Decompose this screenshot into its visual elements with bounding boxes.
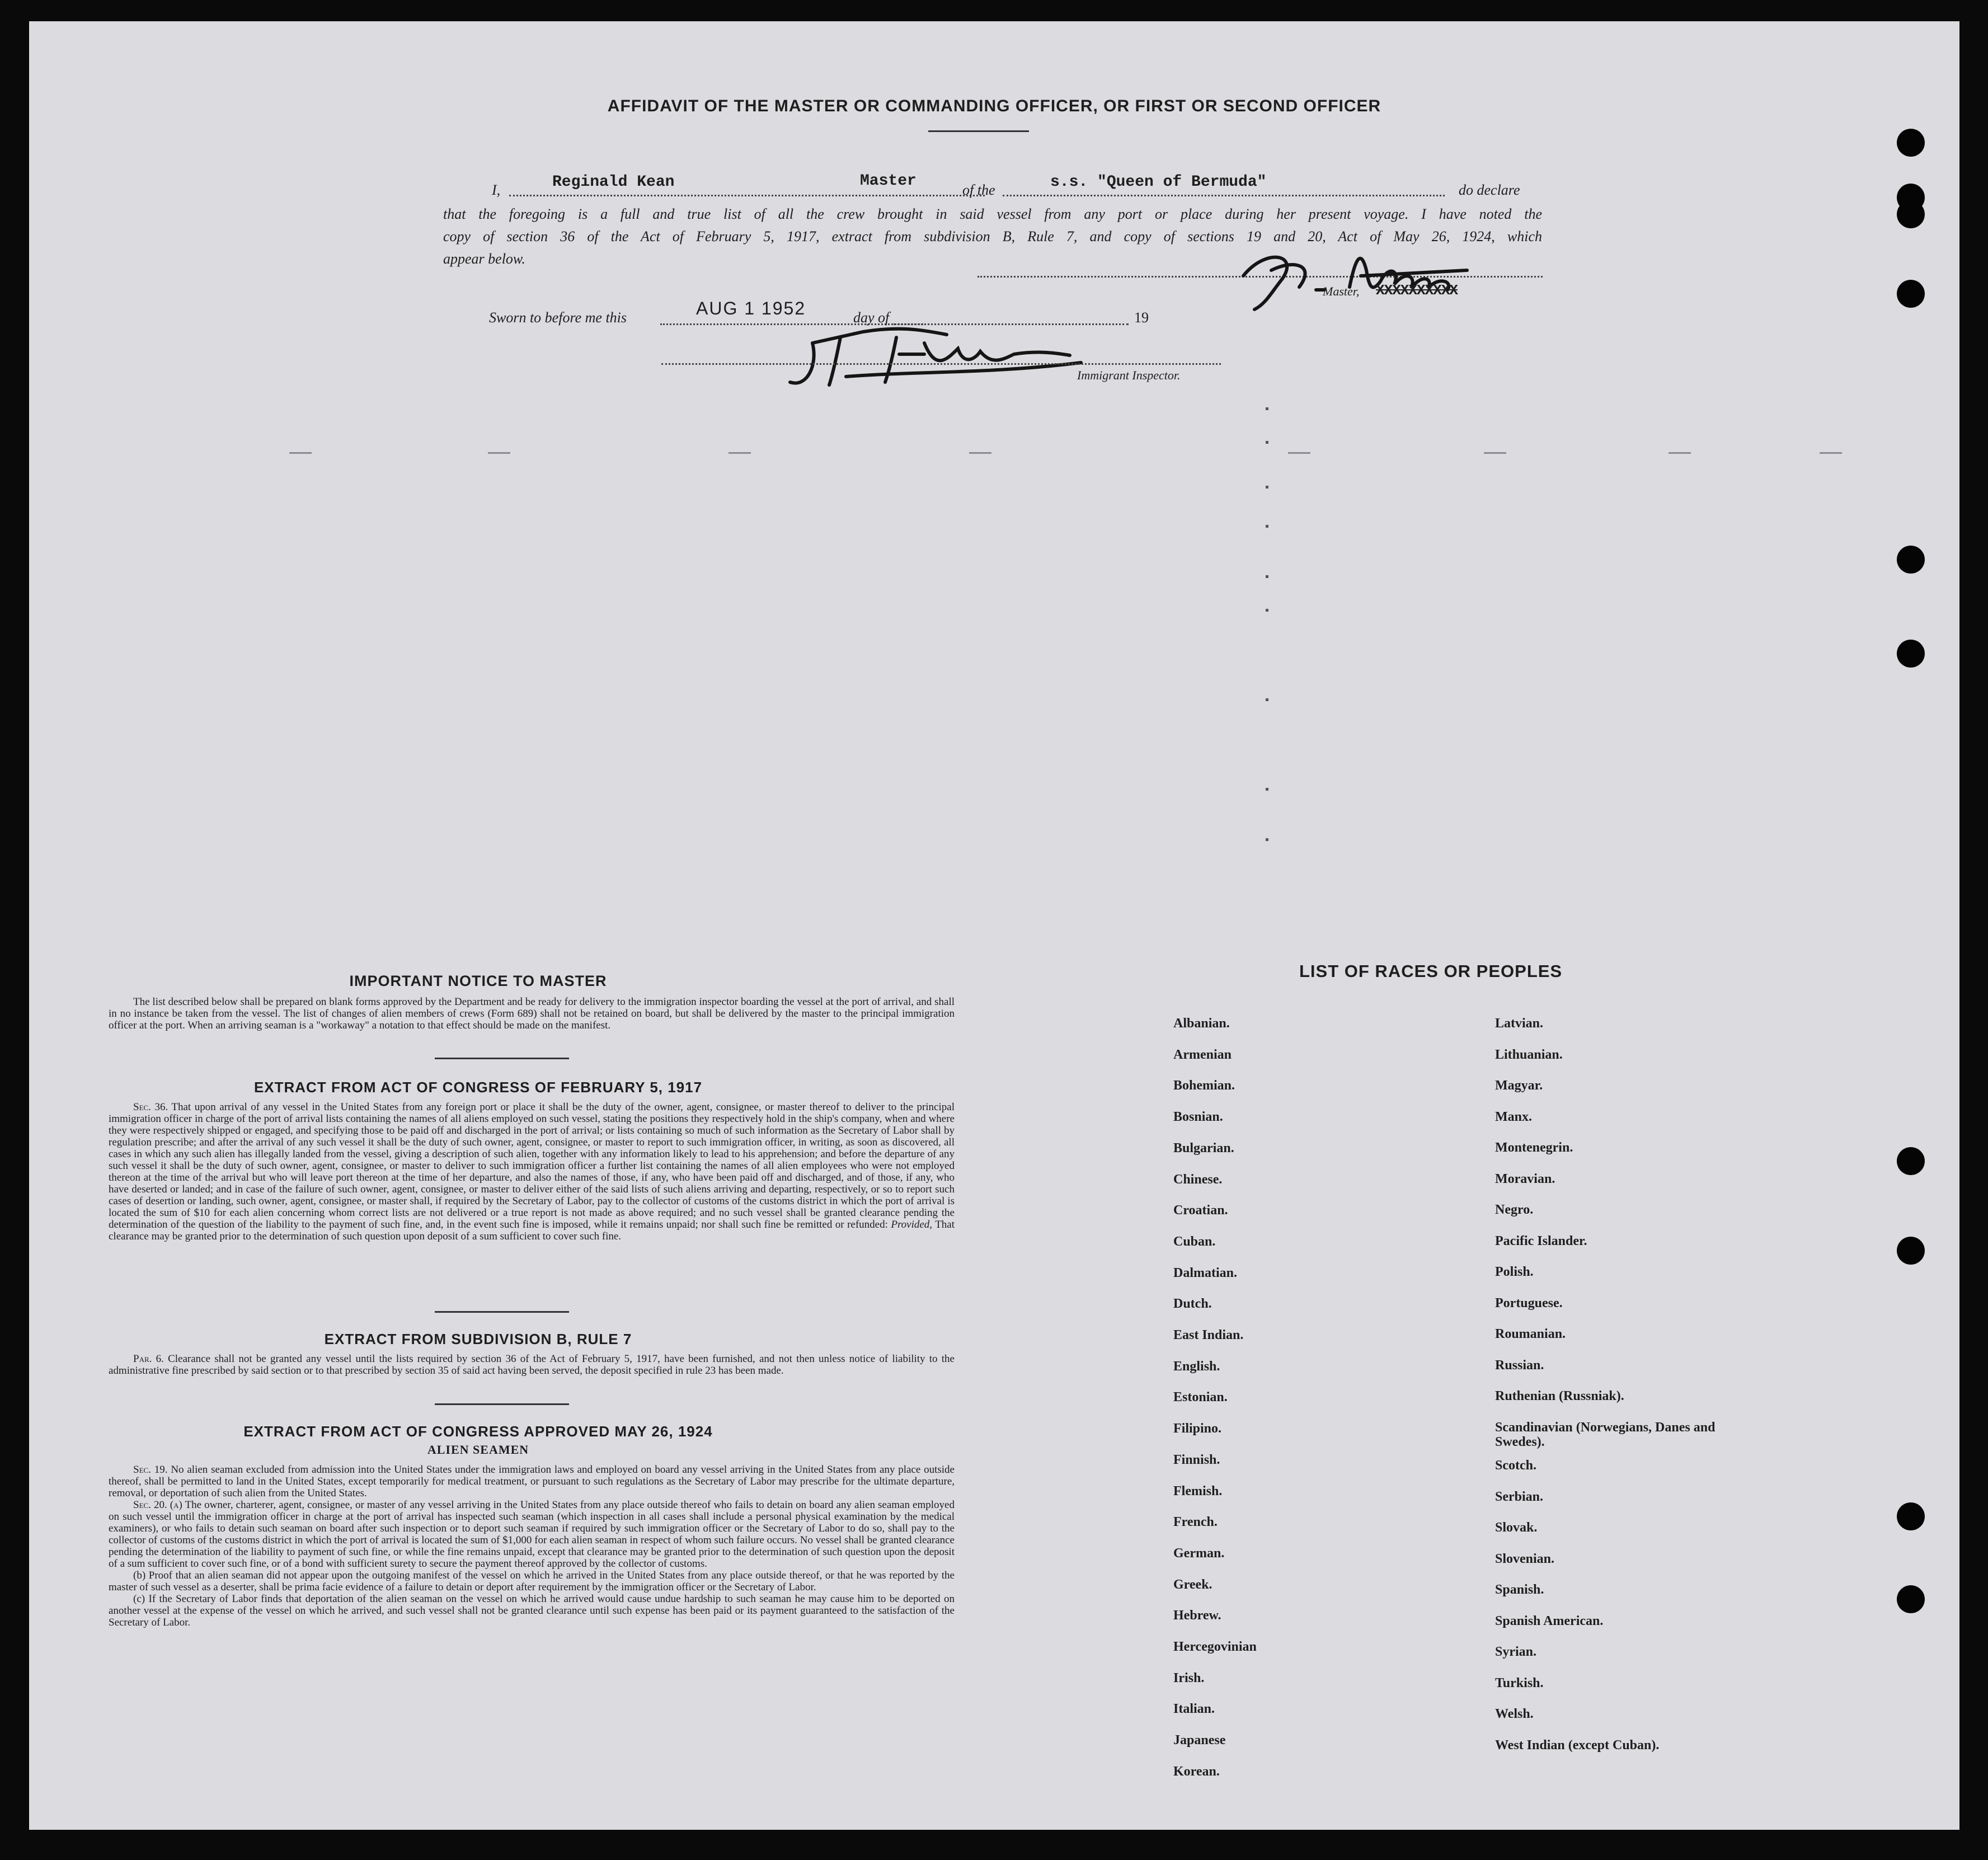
- race-item: Syrian.: [1495, 1645, 1537, 1659]
- race-item: Albanian.: [1173, 1016, 1230, 1031]
- races-title: LIST OF RACES OR PEOPLES: [1299, 961, 1563, 981]
- race-item: Montenegrin.: [1495, 1140, 1573, 1155]
- extract-1924-title: EXTRACT FROM ACT OF CONGRESS APPROVED MAY 26, 1924: [243, 1423, 713, 1440]
- race-item: East Indian.: [1173, 1328, 1244, 1342]
- master-signature: [1232, 237, 1489, 315]
- race-item: Dalmatian.: [1173, 1266, 1237, 1280]
- year-prefix: 19: [1134, 309, 1149, 326]
- master-rank: Master: [860, 172, 917, 190]
- race-item: Spanish.: [1495, 1582, 1544, 1597]
- race-item: Greek.: [1173, 1577, 1212, 1592]
- race-item: German.: [1173, 1546, 1225, 1561]
- race-item: French.: [1173, 1515, 1218, 1529]
- race-item: Japanese: [1173, 1733, 1226, 1748]
- race-item: Portuguese.: [1495, 1296, 1563, 1311]
- affidavit-line-4: appear below.: [443, 251, 525, 267]
- race-item: Polish.: [1495, 1265, 1534, 1279]
- race-item: Moravian.: [1495, 1172, 1555, 1186]
- race-item: Russian.: [1495, 1358, 1544, 1373]
- affidavit-line-2: that the foregoing is a full and true list of all the crew brought in said vessel from any port or place during her present voyage. I have noted the: [443, 206, 1542, 222]
- race-item: Croatian.: [1173, 1203, 1228, 1218]
- race-item: Bohemian.: [1173, 1078, 1235, 1093]
- race-item: Ruthenian (Russniak).: [1495, 1389, 1624, 1403]
- notice-text: The list described below shall be prepared on blank forms approved by the Department and be ready for delivery to the immigration inspector boarding the vessel at the port of arrival, and shall in no instance be taken from the vessel. The list of changes of alien members of crews (Form 689) shall not be retained on board, but shall be delivered by the master to the principal immigration officer at the port. When an arriving seaman is a "workaway" a notation to that effect should be made on the manifest.: [109, 996, 955, 1031]
- race-item: Flemish.: [1173, 1484, 1223, 1499]
- binder-hole: [1897, 1147, 1925, 1175]
- rule-7-text: Par. 6. Clearance shall not be granted any vessel until the lists required by section 36 of the Act of February 5, 1917, have been furnished, and not then unless notice of liability to the administrative fine prescribed by said section or to that prescribed by section 35 of said act having been served, the deposit specified in rule 23 has been made.: [109, 1353, 955, 1377]
- extract-1917-title: EXTRACT FROM ACT OF CONGRESS OF FEBRUARY 5, 1917: [253, 1079, 703, 1096]
- affidavit-line-3: copy of section 36 of the Act of February 5, 1917, extract from subdivision B, Rule 7, and copy of sections 19 and 20, Act of May 26, 1924, which: [443, 228, 1542, 245]
- race-item: Bosnian.: [1173, 1110, 1223, 1124]
- race-item: Latvian.: [1495, 1016, 1544, 1031]
- race-item: Pacific Islander.: [1495, 1234, 1587, 1248]
- race-item: Finnish.: [1173, 1453, 1220, 1467]
- race-item: Manx.: [1495, 1110, 1532, 1124]
- binder-hole: [1897, 280, 1925, 308]
- race-item: Hercegovinian: [1173, 1640, 1257, 1654]
- race-item: Negro.: [1495, 1203, 1534, 1217]
- race-item: Cuban.: [1173, 1234, 1216, 1249]
- race-item: Welsh.: [1495, 1707, 1534, 1721]
- race-item: Dutch.: [1173, 1297, 1212, 1311]
- rule-7-title: EXTRACT FROM SUBDIVISION B, RULE 7: [324, 1331, 632, 1347]
- sworn-label: Sworn to before me this: [489, 309, 627, 326]
- struck-title: XXXXXXXXXX: [1376, 282, 1458, 299]
- race-item: Lithuanian.: [1495, 1048, 1563, 1062]
- document-page: [29, 21, 1959, 1830]
- race-item: Slovenian.: [1495, 1552, 1555, 1566]
- binder-hole: [1897, 129, 1925, 157]
- extract-1924-text: Sec. 19. No alien seaman excluded from admission into the United States under the immigration laws and employed on board any vessel arriving in the United States from any place outside thereof, shall be permitted to land in the United States, except temporarily for medical treatment, or pursuant to such regulations as the Secretary of Labor may prescribe for the ultimate departure, removal, or deportation of such alien from the United States. Sec. 20. (a) The owner, charterer, agent, consignee, or master of any vessel arriving in the United States from any place outside thereof who fails to detain on board any alien seaman employed on such vessel until the immigration officer in charge at the port of arrival has inspected such seaman (which inspection in all cases shall include a personal physical examination by the medical examiners), or who fails to detain such seaman on board after such inspection or to deport such seaman if required by such immigration officer or the Secretary of Labor to do so, shall pay to the collector of customs of the customs district in which the port of arrival is located the sum of $1,000 for each alien seaman in respect of whom such failure occurs. No vessel shall be granted clearance pending the determination of the liability to payment of such fine, or while the fine remains unpaid, except that clearance may be granted prior to the determination of such question upon the deposit of a sum sufficient to cover such fine, or of a bond with sufficient surety to secure the payment thereof approved by the collector of customs. (b) Proof that an alien seaman did not appear upon the outgoing manifest of the vessel on which he arrived in the United States from any place outside thereof, or that he was reported by the master of such vessel as a deserter, shall be prima facie evidence of a failure to detain or deport after requirement by the immigration officer or the Secretary of Labor. (c) If the Secretary of Labor finds that deportation of the alien seaman on the vessel on which he arrived would cause undue hardship to such seaman he may cause him to be deported on another vessel at the expense of the vessel on which he arrived, and such vessel shall not be granted clearance until such expense has been paid or its payment guaranteed to the satisfaction of the Secretary of Labor.: [109, 1464, 955, 1628]
- binder-hole: [1897, 1237, 1925, 1265]
- binder-hole: [1897, 200, 1925, 228]
- race-item: Slovak.: [1495, 1520, 1538, 1535]
- race-item: Roumanian.: [1495, 1327, 1566, 1341]
- race-item: Hebrew.: [1173, 1608, 1221, 1623]
- binder-hole: [1897, 1502, 1925, 1530]
- of-the-label: of the: [962, 182, 995, 198]
- title-divider: [928, 130, 1029, 132]
- binder-hole: [1897, 640, 1925, 668]
- master-name: Reginald Kean: [552, 173, 675, 191]
- do-declare-label: do declare: [1459, 182, 1520, 198]
- inspector-signature: [779, 321, 1092, 393]
- vessel-name: s.s. "Queen of Bermuda": [1050, 173, 1267, 191]
- race-item: English.: [1173, 1359, 1220, 1374]
- race-item: Filipino.: [1173, 1421, 1222, 1436]
- affidavit-title: AFFIDAVIT OF THE MASTER OR COMMANDING OFFICER, OR FIRST OR SECOND OFFICER: [607, 97, 1381, 115]
- race-item: Korean.: [1173, 1764, 1220, 1779]
- extract-1917-text: Sec. 36. That upon arrival of any vessel in the United States from any foreign port or place it shall be the duty of the owner, agent, consignee, or master thereof to deliver to the principal immigration officer in charge of the port of arrival lists containing the names of all aliens employed on such vessel, stating the positions they respectively hold in the ship's company, when and where they were respectively shipped or engaged, and specifying those to be paid off and discharged in the port of arrival; or lists containing so much of such information as the Secretary of Labor shall by regulation prescribe; and after the arrival of any such vessel it shall be the duty of such owner, agent, consignee, or master to report to such immigration officer, in writing, as soon as discovered, all cases in which any such alien has illegally landed from the vessel, giving a description of such alien, together with any information likely to lead to his apprehension; and before the departure of any such vessel it shall be the duty of such owner, agent, consignee, or master to deliver to such immigration officer a further list containing the names of all alien employees who were not employed thereon at the time of the arrival but who will leave port thereon at the time of her departure, and also the names of those, if any, who have been paid off and discharged, and of those, if any, who have deserted or landed; and in case of the failure of such owner, agent, consignee, or master to deliver either of the said lists of such aliens arriving and departing, respectively, or so to report such cases of desertion or landing, such owner, agent, consignee, or master shall, if required by the Secretary of Labor, pay to the collector of customs of the customs district in which the port of arrival is located the sum of $10 for each alien concerning whom correct lists are not delivered or a true report is not made as above required; and no such vessel shall be granted clearance pending the determination of the question of the liability to the payment of such fine, and, in the event such fine is imposed, while it remains unpaid; nor shall such fine be remitted or refunded: Provided, That clearance may be granted prior to the determination of such question upon deposit of a sum sufficient to cover such fine.: [109, 1101, 955, 1242]
- binder-hole: [1897, 546, 1925, 574]
- sworn-date-stamp: AUG 1 1952: [696, 298, 806, 318]
- i-prefix: I,: [492, 182, 501, 198]
- race-item: Spanish American.: [1495, 1614, 1604, 1628]
- race-item: Estonian.: [1173, 1390, 1228, 1405]
- day-of-label: day of: [853, 309, 890, 326]
- race-item: Armenian: [1173, 1048, 1232, 1062]
- race-item: Scandinavian (Norwegians, Danes and Swedes).: [1495, 1420, 1716, 1449]
- inspector-label: Immigrant Inspector.: [1077, 368, 1181, 382]
- race-item: Turkish.: [1495, 1676, 1544, 1690]
- binder-hole: [1897, 1585, 1925, 1613]
- race-item: Magyar.: [1495, 1078, 1543, 1093]
- race-item: Bulgarian.: [1173, 1141, 1234, 1156]
- race-item: Irish.: [1173, 1671, 1205, 1685]
- race-item: Chinese.: [1173, 1172, 1223, 1187]
- race-item: Italian.: [1173, 1702, 1215, 1716]
- race-item: Serbian.: [1495, 1490, 1544, 1504]
- extract-1924-subtitle: ALIEN SEAMEN: [427, 1443, 529, 1457]
- notice-title: IMPORTANT NOTICE TO MASTER: [349, 973, 607, 989]
- race-item: Scotch.: [1495, 1458, 1536, 1473]
- master-label: Master,: [1323, 284, 1360, 298]
- race-item: West Indian (except Cuban).: [1495, 1738, 1660, 1753]
